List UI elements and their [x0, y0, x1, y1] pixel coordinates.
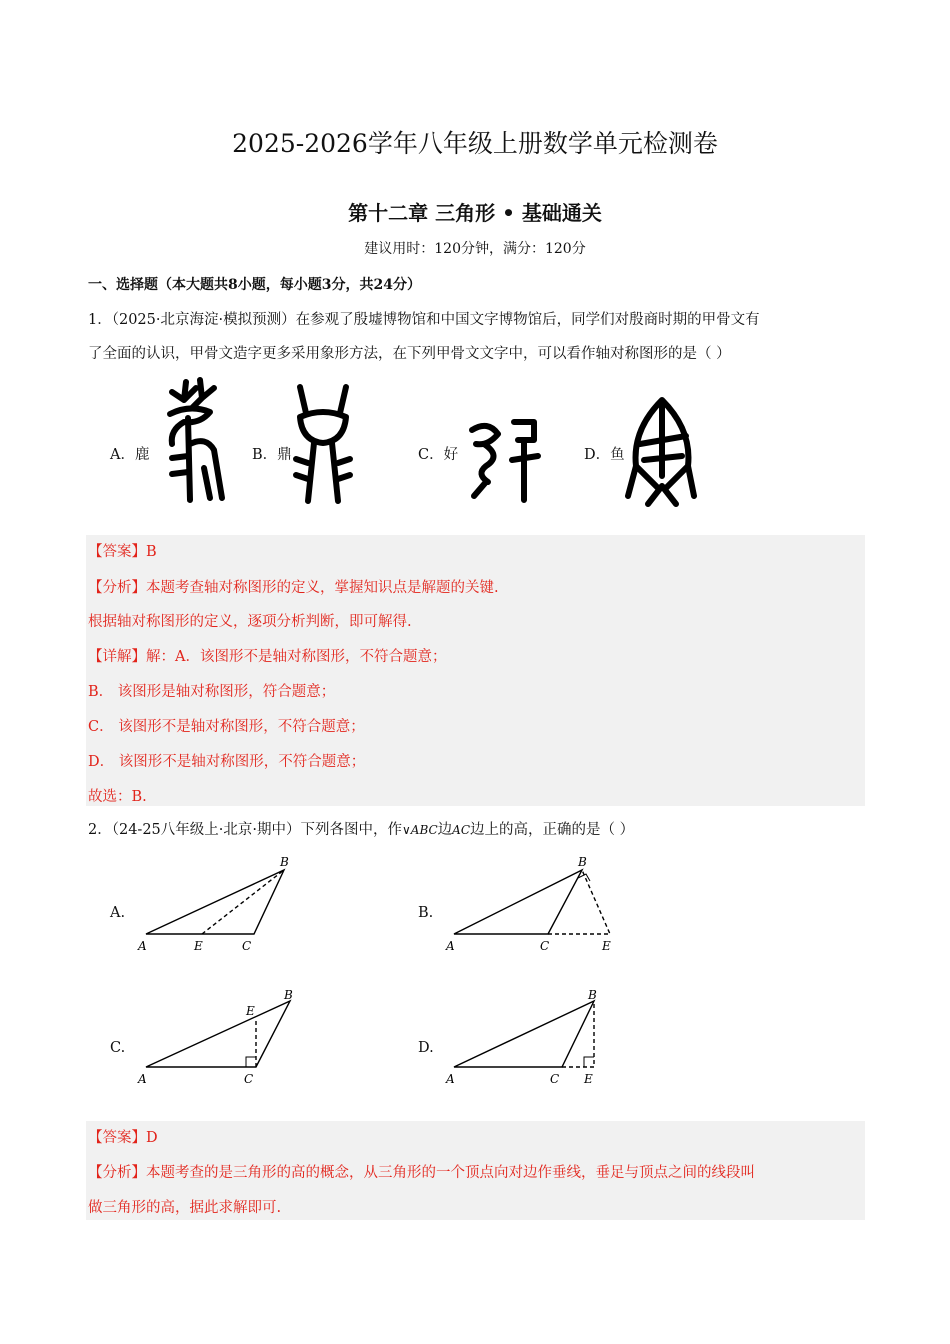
q2-analysis-2: 做三角形的高，据此求解即可.: [88, 1200, 282, 1216]
q2-analysis-1: 【分析】本题考查的是三角形的高的概念，从三角形的一个顶点向对边作垂线，垂足与顶点之间的线段叫: [88, 1165, 755, 1181]
q2-side: AC: [452, 823, 471, 837]
q1-detail-1: 【详解】解：A．该图形不是轴对称图形，不符合题意；: [88, 649, 447, 665]
q2-option-c-label: C.: [110, 1040, 126, 1056]
section-heading: 一、选择题（本大题共8小题，每小题3分，共24分）: [88, 277, 421, 293]
q2-answer: 【答案】D: [88, 1130, 158, 1146]
q1-option-d-label: D．鱼: [584, 447, 625, 463]
oracle-deer-glyph: [160, 378, 232, 506]
fig-b-label-c: C: [540, 939, 550, 953]
fig-d-label-e: E: [584, 1072, 593, 1086]
q1-analysis-2: 根据轴对称图形的定义，逐项分析判断，即可解得.: [88, 614, 412, 630]
oracle-ding-glyph: [292, 383, 354, 507]
q1-option-c-label: C．好: [418, 447, 459, 463]
q2-suffix: 边上的高，正确的是（ ）: [470, 822, 635, 838]
q1-option-b-label: B．鼎: [252, 447, 292, 463]
q2-figure-c: [130, 985, 310, 1090]
q2-triangle: ∨ABC: [402, 823, 438, 837]
q2-figure-b: [438, 850, 628, 955]
chapter-subtitle: 第十二章 三角形 • 基础通关: [348, 201, 602, 225]
fig-b-label-e: E: [602, 939, 611, 953]
q2-figure-a: [130, 850, 310, 955]
question-2: [88, 813, 866, 847]
question-1: [88, 303, 866, 371]
fig-d-label-c: C: [550, 1072, 560, 1086]
oracle-hao-glyph: [468, 416, 544, 506]
q2-answer-box: [86, 1121, 865, 1220]
page-title: 2025-2026学年八年级上册数学单元检测卷: [232, 129, 718, 158]
q2-figure-d: [438, 985, 628, 1090]
q1-conclusion: 故选：B.: [88, 789, 147, 805]
fig-c-label-c: C: [244, 1072, 254, 1086]
q1-analysis-1: 【分析】本题考查轴对称图形的定义，掌握知识点是解题的关键.: [88, 580, 499, 596]
fig-d-label-a: A: [446, 1072, 455, 1086]
q1-answer-box: [86, 535, 865, 806]
timing-info: 建议用时：120分钟，满分：120分: [364, 241, 586, 257]
fig-a-label-a: A: [138, 939, 147, 953]
question-1-line-2: 了全面的认识，甲骨文造字更多采用象形方法，在下列甲骨文文字中，可以看作轴对称图形的是（ ）: [88, 346, 731, 362]
fig-b-label-a: A: [446, 939, 455, 953]
fig-a-label-b: B: [280, 855, 289, 869]
fig-c-label-e: E: [246, 1004, 255, 1018]
q1-detail-3: C． 该图形不是轴对称图形，不符合题意；: [88, 719, 365, 735]
fig-a-label-e: E: [194, 939, 203, 953]
q2-option-b-label: B.: [418, 905, 434, 921]
q2-prefix: 2．（24-25八年级上·北京·期中）下列各图中，作: [88, 822, 402, 838]
fig-c-label-b: B: [284, 988, 293, 1002]
q2-middle: 边: [437, 822, 453, 838]
q2-option-d-label: D.: [418, 1040, 434, 1056]
question-1-line-1: 1．（2025·北京海淀·模拟预测）在参观了殷墟博物馆和中国文字博物馆后，同学们对殷商时期的甲骨文有: [88, 312, 760, 328]
fig-b-label-b: B: [578, 855, 587, 869]
q1-answer: 【答案】B: [88, 544, 157, 560]
oracle-fish-glyph: [626, 396, 698, 508]
q1-option-a-label: A．鹿: [110, 447, 150, 463]
q2-option-a-label: A.: [110, 905, 126, 921]
q1-detail-2: B． 该图形是轴对称图形，符合题意；: [88, 684, 336, 700]
q1-detail-4: D． 该图形不是轴对称图形，不符合题意；: [88, 754, 366, 770]
fig-a-label-c: C: [242, 939, 252, 953]
fig-c-label-a: A: [138, 1072, 147, 1086]
fig-d-label-b: B: [588, 988, 597, 1002]
